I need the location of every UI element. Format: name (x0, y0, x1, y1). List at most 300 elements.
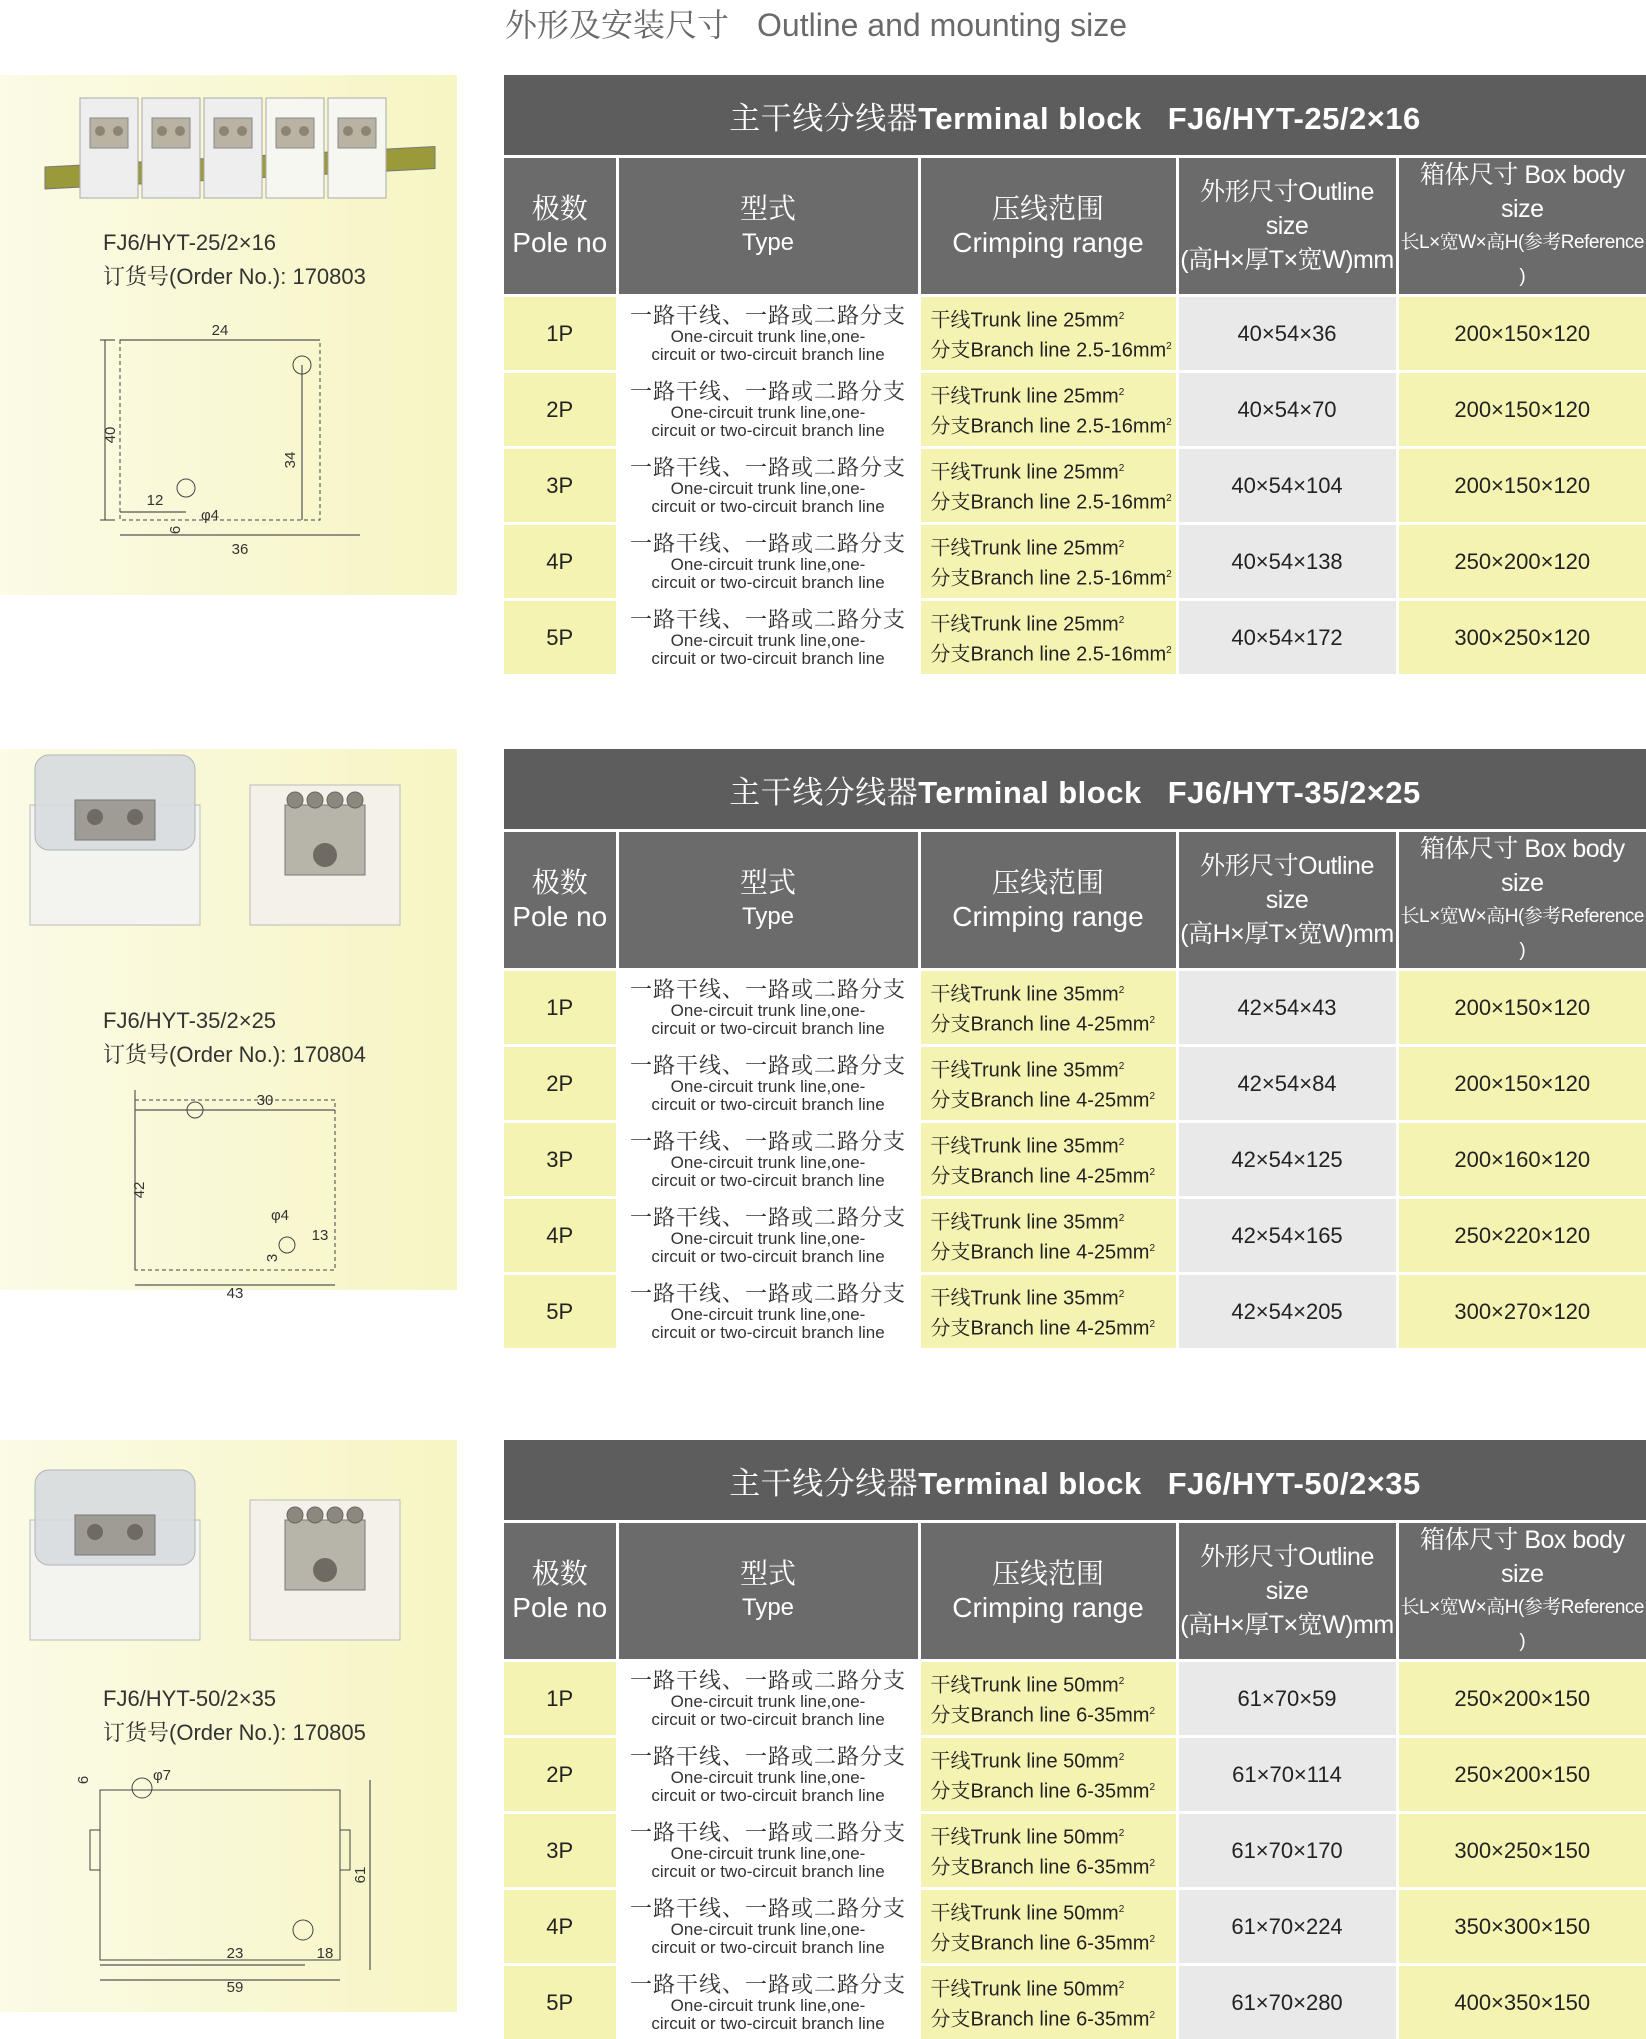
header-outline-l2: (高H×厚T×宽W)mm (1179, 917, 1396, 951)
unit-superscript: 2 (1119, 539, 1125, 550)
cell-pole: 2P (504, 1046, 617, 1122)
table-row (504, 524, 1646, 600)
screw-head (87, 809, 103, 825)
product-image-panel (0, 75, 457, 595)
dimension-label: φ4 (271, 1207, 289, 1224)
unit-superscript: 2 (1119, 985, 1125, 996)
header-pole-cn: 极数 (504, 866, 616, 900)
side-tab (340, 1830, 350, 1870)
unit-superscript: 2 (1119, 1289, 1125, 1300)
header-box-l1: 箱体尺寸 Box body size (1399, 158, 1646, 226)
type-en-line2: circuit or two-circuit branch line (619, 1172, 918, 1190)
cell-type (617, 970, 919, 1046)
unit-superscript: 2 (1119, 1828, 1125, 1839)
cell-type (617, 524, 919, 600)
cell-pole: 1P (504, 970, 617, 1046)
mounting-drawing (80, 1080, 380, 1320)
screw-head (361, 126, 371, 136)
type-en-line2: circuit or two-circuit branch line (619, 1787, 918, 1805)
header-outline-l2: (高H×厚T×宽W)mm (1179, 1608, 1396, 1642)
screw-head (307, 1507, 323, 1523)
table-title (504, 749, 1646, 831)
crimp-branch: 分支Branch line $4-25mm^2$ (931, 1084, 1176, 1114)
unit-superscript: 2 (1149, 1319, 1155, 1330)
dimension-label: 59 (227, 1979, 244, 1996)
unit-superscript: 2 (1149, 1243, 1155, 1254)
spec-table (504, 749, 1646, 1348)
screw-head (287, 792, 303, 808)
crimp-branch: 分支Branch line $2.5-16mm^2$ (931, 334, 1176, 364)
screw-head (127, 1524, 143, 1540)
header-type-en: Type (619, 900, 918, 934)
page-heading (505, 0, 1127, 46)
table-row (504, 1965, 1646, 2039)
header-crimp (919, 1522, 1177, 1661)
table-row (504, 1661, 1646, 1737)
terminal-clamp (75, 800, 155, 840)
cell-box-size: 300×250×150 (1397, 1813, 1646, 1889)
header-box-l2: 长L×宽W×高H(参考Reference ) (1399, 900, 1646, 968)
crimp-branch: 分支Branch line $6-35mm^2$ (931, 1775, 1176, 1805)
cell-outline-size: 61×70×59 (1177, 1661, 1397, 1737)
dimension-label: 34 (282, 452, 299, 469)
header-box (1397, 1522, 1646, 1661)
cell-type (617, 600, 919, 675)
cell-crimp (919, 524, 1177, 600)
table-row (504, 970, 1646, 1046)
cell-outline-size: 40×54×104 (1177, 448, 1397, 524)
page-heading-cn: 外形及安装尺寸 (505, 7, 729, 43)
cell-box-size: 250×200×120 (1397, 524, 1646, 600)
dimension-label: 30 (257, 1092, 274, 1109)
crimp-branch: 分支Branch line $4-25mm^2$ (931, 1008, 1176, 1038)
cell-box-size: 350×300×150 (1397, 1889, 1646, 1965)
table-title-en: Terminal block (918, 775, 1142, 810)
mounting-hole (177, 479, 195, 497)
mounting-drawing (80, 1760, 380, 1990)
dimension-label: 24 (212, 322, 229, 339)
cell-crimp (919, 1274, 1177, 1349)
outline-rect (100, 1790, 340, 1960)
cell-type (617, 1965, 919, 2039)
table-row (504, 296, 1646, 372)
cell-outline-size: 42×54×205 (1177, 1274, 1397, 1349)
cell-crimp (919, 1046, 1177, 1122)
cell-type (617, 372, 919, 448)
type-cn: 一路干线、一路或二路分支 (619, 532, 918, 556)
type-en-line1: One-circuit trunk line,one- (619, 1845, 918, 1863)
cell-outline-size: 42×54×84 (1177, 1046, 1397, 1122)
crimp-trunk: 干线Trunk line $50mm^2$ (931, 1745, 1176, 1775)
unit-superscript: 2 (1149, 1782, 1155, 1793)
crimp-branch: 分支Branch line $2.5-16mm^2$ (931, 562, 1176, 592)
table-row (504, 1274, 1646, 1349)
header-type-cn: 型式 (619, 1557, 918, 1591)
cell-type (617, 1046, 919, 1122)
unit-superscript: 2 (1149, 1706, 1155, 1717)
header-crimp-en: Crimping range (921, 226, 1176, 260)
crimp-trunk: 干线Trunk line $35mm^2$ (931, 1054, 1176, 1084)
header-pole-en: Pole no (504, 1591, 616, 1625)
unit-superscript: 2 (1149, 1091, 1155, 1102)
table-header-row (504, 1522, 1646, 1661)
cell-outline-size: 40×54×138 (1177, 524, 1397, 600)
type-en-line2: circuit or two-circuit branch line (619, 574, 918, 592)
product-caption (103, 226, 366, 294)
unit-superscript: 2 (1149, 2010, 1155, 2021)
crimp-trunk: 干线Trunk line $25mm^2$ (931, 456, 1176, 486)
header-box (1397, 157, 1646, 296)
cell-box-size: 300×270×120 (1397, 1274, 1646, 1349)
crimp-trunk: 干线Trunk line $50mm^2$ (931, 1821, 1176, 1851)
caption-order-no: 订货号(Order No.): 170805 (103, 1716, 366, 1750)
unit-superscript: 2 (1149, 1934, 1155, 1945)
type-en-line1: One-circuit trunk line,one- (619, 1769, 918, 1787)
header-outline (1177, 831, 1397, 970)
screw-head (175, 126, 185, 136)
dimension-label: 43 (227, 1285, 244, 1302)
header-crimp (919, 157, 1177, 296)
cell-pole: 2P (504, 372, 617, 448)
crimp-branch: 分支Branch line $6-35mm^2$ (931, 1851, 1176, 1881)
type-en-line2: circuit or two-circuit branch line (619, 650, 918, 668)
header-outline-l1: 外形尺寸Outline size (1179, 175, 1396, 243)
type-en-line1: One-circuit trunk line,one- (619, 1693, 918, 1711)
unit-superscript: 2 (1119, 463, 1125, 474)
cell-crimp (919, 600, 1177, 675)
cell-crimp (919, 1813, 1177, 1889)
unit-superscript: 2 (1119, 1137, 1125, 1148)
cell-crimp (919, 1661, 1177, 1737)
crimp-trunk: 干线Trunk line $35mm^2$ (931, 1206, 1176, 1236)
mounting-hole (132, 1778, 152, 1798)
header-crimp-cn: 压线范围 (921, 192, 1176, 226)
crimp-trunk: 干线Trunk line $25mm^2$ (931, 532, 1176, 562)
cell-outline-size: 42×54×165 (1177, 1198, 1397, 1274)
type-cn: 一路干线、一路或二路分支 (619, 1821, 918, 1845)
type-en-line1: One-circuit trunk line,one- (619, 480, 918, 498)
type-en-line1: One-circuit trunk line,one- (619, 1154, 918, 1172)
product-caption (103, 1682, 366, 1750)
unit-superscript: 2 (1119, 1980, 1125, 1991)
crimp-branch: 分支Branch line $2.5-16mm^2$ (931, 486, 1176, 516)
cell-box-size: 250×200×150 (1397, 1661, 1646, 1737)
cell-box-size: 250×200×150 (1397, 1737, 1646, 1813)
cell-crimp (919, 1737, 1177, 1813)
cell-type (617, 1274, 919, 1349)
cell-type (617, 1122, 919, 1198)
table-title-cn: 主干线分线器 (729, 101, 918, 136)
type-cn: 一路干线、一路或二路分支 (619, 304, 918, 328)
cell-type (617, 1813, 919, 1889)
cell-crimp (919, 1965, 1177, 2039)
type-cn: 一路干线、一路或二路分支 (619, 1745, 918, 1769)
crimp-branch: 分支Branch line $6-35mm^2$ (931, 2003, 1176, 2033)
header-pole (504, 831, 617, 970)
header-pole (504, 1522, 617, 1661)
crimp-branch: 分支Branch line $6-35mm^2$ (931, 1927, 1176, 1957)
product-image-panel (0, 749, 457, 1290)
cell-pole: 4P (504, 1198, 617, 1274)
type-en-line1: One-circuit trunk line,one- (619, 632, 918, 650)
spec-table (504, 75, 1646, 674)
crimp-trunk: 干线Trunk line $50mm^2$ (931, 1897, 1176, 1927)
crimp-branch: 分支Branch line $4-25mm^2$ (931, 1160, 1176, 1190)
type-cn: 一路干线、一路或二路分支 (619, 1054, 918, 1078)
header-outline-l1: 外形尺寸Outline size (1179, 1540, 1396, 1608)
unit-superscript: 2 (1119, 615, 1125, 626)
header-crimp-en: Crimping range (921, 1591, 1176, 1625)
screw-head (95, 126, 105, 136)
type-en-line1: One-circuit trunk line,one- (619, 1078, 918, 1096)
type-en-line1: One-circuit trunk line,one- (619, 1997, 918, 2015)
crimp-branch: 分支Branch line $4-25mm^2$ (931, 1312, 1176, 1342)
header-pole-cn: 极数 (504, 1557, 616, 1591)
unit-superscript: 2 (1119, 387, 1125, 398)
type-cn: 一路干线、一路或二路分支 (619, 456, 918, 480)
cell-outline-size: 40×54×172 (1177, 600, 1397, 675)
table-row (504, 1889, 1646, 1965)
dimension-label: 42 (131, 1182, 148, 1199)
dimension-label: 40 (102, 427, 119, 444)
dimension-label: 3 (264, 1254, 281, 1262)
type-en-line2: circuit or two-circuit branch line (619, 1939, 918, 1957)
header-type-cn: 型式 (619, 866, 918, 900)
table-row (504, 1813, 1646, 1889)
screw-head (347, 792, 363, 808)
cell-pole: 3P (504, 1813, 617, 1889)
cell-pole: 1P (504, 1661, 617, 1737)
crimp-trunk: 干线Trunk line $35mm^2$ (931, 1282, 1176, 1312)
screw-head (113, 126, 123, 136)
unit-superscript: 2 (1149, 1167, 1155, 1178)
dimension-label: 61 (352, 1867, 369, 1884)
cell-box-size: 200×150×120 (1397, 372, 1646, 448)
caption-model: FJ6/HYT-25/2×16 (103, 226, 366, 260)
table-title-model: FJ6/HYT-50/2×35 (1168, 1466, 1421, 1501)
type-cn: 一路干线、一路或二路分支 (619, 978, 918, 1002)
cell-outline-size: 61×70×114 (1177, 1737, 1397, 1813)
type-en-line2: circuit or two-circuit branch line (619, 422, 918, 440)
table-title-row (504, 749, 1646, 831)
type-en-line2: circuit or two-circuit branch line (619, 346, 918, 364)
table-title-row (504, 75, 1646, 157)
header-outline (1177, 1522, 1397, 1661)
product-photo (20, 1460, 460, 1650)
cell-pole: 3P (504, 1122, 617, 1198)
type-en-line1: One-circuit trunk line,one- (619, 404, 918, 422)
crimp-trunk: 干线Trunk line $25mm^2$ (931, 380, 1176, 410)
type-en-line2: circuit or two-circuit branch line (619, 1020, 918, 1038)
header-box-l2: 长L×宽W×高H(参考Reference ) (1399, 1591, 1646, 1659)
header-box-l1: 箱体尺寸 Box body size (1399, 832, 1646, 900)
product-photo (20, 745, 460, 935)
header-outline-l1: 外形尺寸Outline size (1179, 849, 1396, 917)
screw-head (237, 126, 247, 136)
cell-pole: 2P (504, 1737, 617, 1813)
side-tab (90, 1830, 100, 1870)
screw-head (127, 809, 143, 825)
cell-crimp (919, 448, 1177, 524)
type-en-line2: circuit or two-circuit branch line (619, 498, 918, 516)
type-cn: 一路干线、一路或二路分支 (619, 1282, 918, 1306)
cell-box-size: 200×150×120 (1397, 296, 1646, 372)
dimension-label: 6 (75, 1776, 92, 1784)
table-row (504, 600, 1646, 675)
cell-box-size: 200×160×120 (1397, 1122, 1646, 1198)
cell-box-size: 400×350×150 (1397, 1965, 1646, 2039)
type-en-line1: One-circuit trunk line,one- (619, 328, 918, 346)
header-pole-cn: 极数 (504, 192, 616, 226)
type-en-line1: One-circuit trunk line,one- (619, 1306, 918, 1324)
unit-superscript: 2 (1166, 417, 1172, 428)
screw-head (313, 843, 337, 867)
cell-outline-size: 40×54×36 (1177, 296, 1397, 372)
product-photo (25, 83, 445, 223)
table-header-row (504, 157, 1646, 296)
header-outline (1177, 157, 1397, 296)
crimp-trunk: 干线Trunk line $35mm^2$ (931, 1130, 1176, 1160)
type-cn: 一路干线、一路或二路分支 (619, 1897, 918, 1921)
caption-order-no: 订货号(Order No.): 170803 (103, 260, 366, 294)
dimension-label: 36 (232, 541, 249, 558)
table-title-model: FJ6/HYT-35/2×25 (1168, 775, 1421, 810)
cell-crimp (919, 1198, 1177, 1274)
type-en-line1: One-circuit trunk line,one- (619, 1230, 918, 1248)
dimension-label: 6 (167, 526, 184, 534)
header-type (617, 1522, 919, 1661)
type-cn: 一路干线、一路或二路分支 (619, 380, 918, 404)
table-row (504, 448, 1646, 524)
header-box (1397, 831, 1646, 970)
type-en-line2: circuit or two-circuit branch line (619, 1096, 918, 1114)
cell-outline-size: 61×70×170 (1177, 1813, 1397, 1889)
screw-head (157, 126, 167, 136)
screw-head (219, 126, 229, 136)
type-cn: 一路干线、一路或二路分支 (619, 1206, 918, 1230)
cell-pole: 5P (504, 1274, 617, 1349)
unit-superscript: 2 (1119, 1752, 1125, 1763)
crimp-trunk: 干线Trunk line $35mm^2$ (931, 978, 1176, 1008)
type-en-line1: One-circuit trunk line,one- (619, 556, 918, 574)
type-en-line2: circuit or two-circuit branch line (619, 1863, 918, 1881)
cell-outline-size: 42×54×125 (1177, 1122, 1397, 1198)
caption-model: FJ6/HYT-35/2×25 (103, 1004, 366, 1038)
page-heading-en: Outline and mounting size (757, 7, 1127, 43)
cell-outline-size: 42×54×43 (1177, 970, 1397, 1046)
screw-head (87, 1524, 103, 1540)
cell-box-size: 200×150×120 (1397, 1046, 1646, 1122)
type-cn: 一路干线、一路或二路分支 (619, 1669, 918, 1693)
crimp-branch: 分支Branch line $2.5-16mm^2$ (931, 410, 1176, 440)
type-en-line2: circuit or two-circuit branch line (619, 1248, 918, 1266)
table-title-row (504, 1440, 1646, 1522)
dimension-label: φ7 (153, 1767, 171, 1784)
cell-type (617, 448, 919, 524)
cell-crimp (919, 372, 1177, 448)
product-image-panel (0, 1440, 457, 2012)
type-cn: 一路干线、一路或二路分支 (619, 1973, 918, 1997)
unit-superscript: 2 (1119, 1904, 1125, 1915)
table-title-en: Terminal block (918, 101, 1142, 136)
cell-box-size: 200×150×120 (1397, 448, 1646, 524)
type-en-line1: One-circuit trunk line,one- (619, 1002, 918, 1020)
header-type (617, 831, 919, 970)
cell-box-size: 250×220×120 (1397, 1198, 1646, 1274)
table-title-cn: 主干线分线器 (729, 775, 918, 810)
crimp-trunk: 干线Trunk line $50mm^2$ (931, 1973, 1176, 2003)
cell-type (617, 1661, 919, 1737)
terminal-clamp (75, 1515, 155, 1555)
cell-box-size: 300×250×120 (1397, 600, 1646, 675)
screw-head (347, 1507, 363, 1523)
type-en-line2: circuit or two-circuit branch line (619, 1324, 918, 1342)
type-cn: 一路干线、一路或二路分支 (619, 1130, 918, 1154)
header-type (617, 157, 919, 296)
type-en-line1: One-circuit trunk line,one- (619, 1921, 918, 1939)
dimension-label: 13 (312, 1227, 329, 1244)
spec-table (504, 1440, 1646, 2039)
screw-head (327, 1507, 343, 1523)
crimp-trunk: 干线Trunk line $25mm^2$ (931, 608, 1176, 638)
unit-superscript: 2 (1119, 311, 1125, 322)
cell-box-size: 200×150×120 (1397, 970, 1646, 1046)
table-row (504, 1122, 1646, 1198)
unit-superscript: 2 (1119, 1061, 1125, 1072)
cell-type (617, 1198, 919, 1274)
header-crimp-en: Crimping range (921, 900, 1176, 934)
table-row (504, 1198, 1646, 1274)
type-en-line2: circuit or two-circuit branch line (619, 1711, 918, 1729)
table-header-row (504, 831, 1646, 970)
header-outline-l2: (高H×厚T×宽W)mm (1179, 243, 1396, 277)
cell-pole: 4P (504, 524, 617, 600)
cell-pole: 5P (504, 1965, 617, 2039)
cell-pole: 3P (504, 448, 617, 524)
header-crimp (919, 831, 1177, 970)
cell-outline-size: 40×54×70 (1177, 372, 1397, 448)
dimension-label: 23 (227, 1945, 244, 1962)
cell-crimp (919, 1122, 1177, 1198)
unit-superscript: 2 (1166, 341, 1172, 352)
unit-superscript: 2 (1166, 569, 1172, 580)
screw-head (299, 126, 309, 136)
product-caption (103, 1004, 366, 1072)
table-title-cn: 主干线分线器 (729, 1466, 918, 1501)
cell-crimp (919, 1889, 1177, 1965)
header-crimp-cn: 压线范围 (921, 1557, 1176, 1591)
crimp-branch: 分支Branch line $2.5-16mm^2$ (931, 638, 1176, 668)
type-en-line2: circuit or two-circuit branch line (619, 2015, 918, 2033)
dimension-label: 18 (317, 1945, 334, 1962)
table-title-en: Terminal block (918, 1466, 1142, 1501)
cell-type (617, 296, 919, 372)
crimp-branch: 分支Branch line $4-25mm^2$ (931, 1236, 1176, 1266)
table-row (504, 1737, 1646, 1813)
unit-superscript: 2 (1119, 1213, 1125, 1224)
cell-outline-size: 61×70×280 (1177, 1965, 1397, 2039)
cell-pole: 5P (504, 600, 617, 675)
cell-crimp (919, 296, 1177, 372)
unit-superscript: 2 (1166, 493, 1172, 504)
header-crimp-cn: 压线范围 (921, 866, 1176, 900)
screw-head (343, 126, 353, 136)
mounting-hole (279, 1237, 295, 1253)
table-title (504, 75, 1646, 157)
screw-head (307, 792, 323, 808)
dimension-label: φ4 (201, 507, 219, 524)
cell-crimp (919, 970, 1177, 1046)
